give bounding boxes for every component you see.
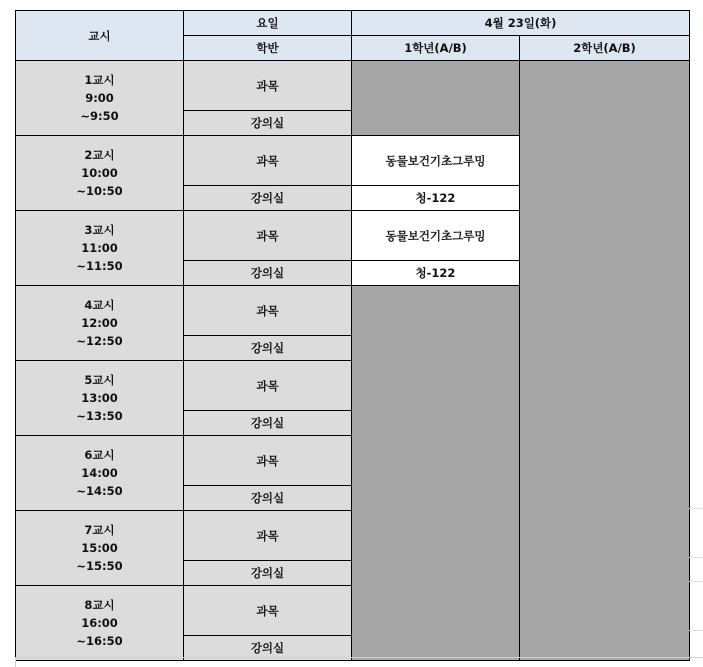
period-name: 8교시 [84, 598, 115, 612]
period-name: 3교시 [84, 223, 115, 237]
grade1-period4-8-empty [352, 286, 520, 661]
period-end: ~15:50 [76, 559, 123, 573]
grade1-period1-empty [352, 61, 520, 136]
period-name: 4교시 [84, 298, 115, 312]
room-label: 강의실 [184, 186, 352, 211]
grade2-header: 2학년(A/B) [520, 36, 690, 61]
room-label: 강의실 [184, 261, 352, 286]
period-2-cell [16, 136, 184, 211]
sheet-gridline [689, 508, 703, 509]
timetable-container [15, 10, 690, 661]
period-end: ~9:50 [80, 109, 119, 123]
period-start: 16:00 [81, 616, 118, 630]
subject-label: 과목 [184, 511, 352, 561]
day-label: 요일 [184, 11, 352, 36]
period-end: ~16:50 [76, 634, 123, 648]
date-header: 4월 23일(화) [352, 11, 690, 36]
period-start: 15:00 [81, 541, 118, 555]
period-start: 11:00 [81, 241, 118, 255]
grade2-empty-column [520, 61, 690, 661]
sheet-gridline [689, 557, 703, 558]
grade1-period2-room[interactable]: 청-122 [352, 186, 520, 211]
period-start: 13:00 [81, 391, 118, 405]
period-end: ~14:50 [76, 484, 123, 498]
grade1-period2-subject[interactable]: 동물보건기초그루밍 [352, 136, 520, 186]
period-4-cell [16, 286, 184, 361]
period-name: 7교시 [84, 523, 115, 537]
grade1-period3-subject[interactable]: 동물보건기초그루밍 [352, 211, 520, 261]
period-end: ~11:50 [76, 259, 123, 273]
sheet-gridline [689, 581, 703, 582]
timetable [15, 10, 690, 661]
room-label: 강의실 [184, 111, 352, 136]
period-end: ~12:50 [76, 334, 123, 348]
period-1-cell [16, 61, 184, 136]
room-label: 강의실 [184, 336, 352, 361]
subject-label: 과목 [184, 361, 352, 411]
period-6-cell [16, 436, 184, 511]
period-name: 1교시 [84, 73, 115, 87]
period-end: ~10:50 [76, 184, 123, 198]
grade1-header: 1학년(A/B) [352, 36, 520, 61]
subject-label: 과목 [184, 136, 352, 186]
grade1-period3-room[interactable]: 청-122 [352, 261, 520, 286]
period-start: 9:00 [85, 91, 114, 105]
sheet-gridline [689, 630, 703, 631]
period-name: 5교시 [84, 373, 115, 387]
subject-label: 과목 [184, 61, 352, 111]
room-label: 강의실 [184, 411, 352, 436]
period-name: 2교시 [84, 148, 115, 162]
period-end: ~13:50 [76, 409, 123, 423]
period-name: 6교시 [84, 448, 115, 462]
period-start: 14:00 [81, 466, 118, 480]
period-start: 12:00 [81, 316, 118, 330]
period-7-cell [16, 511, 184, 586]
subject-label: 과목 [184, 586, 352, 636]
period-column-header: 교시 [16, 11, 184, 61]
period-start: 10:00 [81, 166, 118, 180]
class-label: 학반 [184, 36, 352, 61]
room-label: 강의실 [184, 561, 352, 586]
subject-label: 과목 [184, 286, 352, 336]
subject-label: 과목 [184, 211, 352, 261]
subject-label: 과목 [184, 436, 352, 486]
room-label: 강의실 [184, 486, 352, 511]
period-3-cell [16, 211, 184, 286]
period-8-cell [16, 586, 184, 661]
room-label: 강의실 [184, 636, 352, 661]
period-5-cell [16, 361, 184, 436]
